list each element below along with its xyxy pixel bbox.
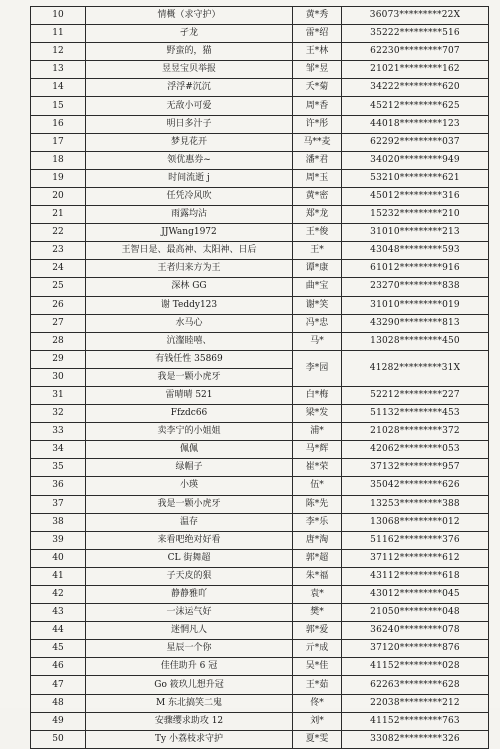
name-cell: 王*茹	[293, 676, 342, 694]
id-number-cell: 45212*********625	[342, 97, 489, 115]
nickname-cell: 星辰一个你	[86, 640, 293, 658]
id-number-cell: 31010*********019	[342, 296, 489, 314]
nickname-cell: 小瑛	[86, 477, 293, 495]
nickname-cell: 王智日是、最高神、太阳神、日后	[86, 242, 293, 260]
table-row	[31, 622, 489, 640]
id-number-cell: 34222*********620	[342, 79, 489, 97]
name-cell: 刘*	[293, 712, 342, 730]
row-number: 31	[31, 386, 86, 404]
row-number: 37	[31, 495, 86, 513]
nickname-cell: JJWang1972	[86, 224, 293, 242]
id-number-cell: 62292*********037	[342, 133, 489, 151]
name-cell: 冯*忠	[293, 314, 342, 332]
row-number: 16	[31, 115, 86, 133]
nickname-cell: 时间流逝 j	[86, 169, 293, 187]
name-cell: 潘*君	[293, 151, 342, 169]
nickname-cell: Ffzdc66	[86, 405, 293, 423]
row-number: 49	[31, 712, 86, 730]
row-number: 25	[31, 278, 86, 296]
table-row	[31, 531, 489, 549]
name-cell: 伍*	[293, 477, 342, 495]
id-number-cell: 41152*********763	[342, 712, 489, 730]
name-cell: 李*乐	[293, 513, 342, 531]
id-number-cell: 33082*********326	[342, 730, 489, 748]
row-number: 22	[31, 224, 86, 242]
nickname-cell: 一沫运气好	[86, 604, 293, 622]
nickname-cell: 雷晴晴 521	[86, 386, 293, 404]
nickname-cell: 来看吧绝对好看	[86, 531, 293, 549]
nickname-cell: 水马心	[86, 314, 293, 332]
name-cell: 黄*秀	[293, 7, 342, 25]
id-number-cell: 42062*********053	[342, 441, 489, 459]
id-number-cell: 37112*********612	[342, 549, 489, 567]
row-number: 48	[31, 694, 86, 712]
row-number: 35	[31, 459, 86, 477]
id-number-cell: 45012*********316	[342, 187, 489, 205]
row-number: 34	[31, 441, 86, 459]
table-row	[31, 477, 489, 495]
table-row	[31, 7, 489, 25]
id-number-cell: 21050*********048	[342, 604, 489, 622]
name-cell: 樊*	[293, 604, 342, 622]
row-number: 29	[31, 350, 86, 368]
row-number: 18	[31, 151, 86, 169]
nickname-cell: 有钱任性 35869	[86, 350, 293, 368]
id-number-cell: 37132*********957	[342, 459, 489, 477]
name-cell: 夭*菊	[293, 79, 342, 97]
table-row	[31, 43, 489, 61]
table-row	[31, 133, 489, 151]
name-cell: 亓*成	[293, 640, 342, 658]
row-number: 38	[31, 513, 86, 531]
id-number-cell: 51132*********453	[342, 405, 489, 423]
row-number: 43	[31, 604, 86, 622]
name-cell: 马*辉	[293, 441, 342, 459]
table-row	[31, 694, 489, 712]
nickname-cell: 孑龙	[86, 25, 293, 43]
id-number-cell: 21021*********162	[342, 61, 489, 79]
table-row	[31, 441, 489, 459]
id-number-cell: 35042*********626	[342, 477, 489, 495]
row-number: 10	[31, 7, 86, 25]
nickname-cell: 沆瀣睦嘻、	[86, 332, 293, 350]
table-row	[31, 169, 489, 187]
nickname-cell: 卖李宁的小姐姐	[86, 423, 293, 441]
nickname-cell: 佳佳助升 6 冠	[86, 658, 293, 676]
id-number-cell: 37120*********876	[342, 640, 489, 658]
nickname-cell: 我是一颗小虎牙	[86, 495, 293, 513]
nickname-cell: M 东北搞笑二鬼	[86, 694, 293, 712]
table-row	[31, 730, 489, 748]
name-cell: 白*梅	[293, 386, 342, 404]
row-number: 36	[31, 477, 86, 495]
name-cell: 浦*	[293, 423, 342, 441]
name-cell: 郭*爱	[293, 622, 342, 640]
nickname-cell: 明日多汁子	[86, 115, 293, 133]
name-cell: 曲*宝	[293, 278, 342, 296]
nickname-cell: 安骤缨求助攻 12	[86, 712, 293, 730]
row-number: 15	[31, 97, 86, 115]
id-number-cell: 51162*********376	[342, 531, 489, 549]
row-number: 20	[31, 187, 86, 205]
id-number-cell: 15232*********210	[342, 206, 489, 224]
row-number: 26	[31, 296, 86, 314]
nickname-cell: 昱昱宝贝举报	[86, 61, 293, 79]
row-number: 24	[31, 260, 86, 278]
row-number: 32	[31, 405, 86, 423]
nickname-cell: 我是一颗小虎牙	[86, 368, 293, 386]
row-number: 11	[31, 25, 86, 43]
id-number-cell: 43048*********593	[342, 242, 489, 260]
nickname-cell: Ty 小荔枝求守护	[86, 730, 293, 748]
nickname-cell: 佩佩	[86, 441, 293, 459]
id-number-cell: 31010*********213	[342, 224, 489, 242]
row-number: 45	[31, 640, 86, 658]
table-row	[31, 640, 489, 658]
table-row	[31, 314, 489, 332]
id-number-cell: 36240*********078	[342, 622, 489, 640]
name-cell: 王*俊	[293, 224, 342, 242]
table-row	[31, 206, 489, 224]
name-cell: 马**麦	[293, 133, 342, 151]
table-row	[31, 97, 489, 115]
row-number: 39	[31, 531, 86, 549]
name-cell: 马*	[293, 332, 342, 350]
nickname-cell: CL 街舞超	[86, 549, 293, 567]
id-number-cell: 22038*********212	[342, 694, 489, 712]
nickname-cell: 雨露均沾	[86, 206, 293, 224]
table-row	[31, 386, 489, 404]
table-row	[31, 586, 489, 604]
id-number-cell: 53210*********621	[342, 169, 489, 187]
table-row	[31, 242, 489, 260]
nickname-cell: 梦見花开	[86, 133, 293, 151]
roster-table	[30, 6, 489, 749]
name-cell: 雷*绍	[293, 25, 342, 43]
row-number: 33	[31, 423, 86, 441]
name-cell: 郑*龙	[293, 206, 342, 224]
name-cell: 王*	[293, 242, 342, 260]
name-cell: 夏*雯	[293, 730, 342, 748]
name-cell: 佟*	[293, 694, 342, 712]
name-cell: 黄*密	[293, 187, 342, 205]
id-number-cell: 52212*********227	[342, 386, 489, 404]
row-number: 19	[31, 169, 86, 187]
roster-body	[31, 7, 489, 749]
nickname-cell: 静静雅吖	[86, 586, 293, 604]
row-number: 17	[31, 133, 86, 151]
table-row	[31, 79, 489, 97]
table-row	[31, 405, 489, 423]
id-number-cell: 43290*********813	[342, 314, 489, 332]
row-number: 13	[31, 61, 86, 79]
name-cell: 谭*康	[293, 260, 342, 278]
table-row	[31, 423, 489, 441]
table-row	[31, 513, 489, 531]
table-row	[31, 115, 489, 133]
name-cell: 谢*笑	[293, 296, 342, 314]
id-number-cell: 36073*********22X	[342, 7, 489, 25]
table-row	[31, 350, 489, 368]
table-row	[31, 151, 489, 169]
name-cell: 许*彤	[293, 115, 342, 133]
table-row	[31, 459, 489, 477]
nickname-cell: 深林 GG	[86, 278, 293, 296]
row-number: 30	[31, 368, 86, 386]
table-row	[31, 260, 489, 278]
row-number: 14	[31, 79, 86, 97]
row-number: 23	[31, 242, 86, 260]
nickname-cell: 绿帽子	[86, 459, 293, 477]
id-number-cell: 21028*********372	[342, 423, 489, 441]
name-cell: 梁*发	[293, 405, 342, 423]
table-row	[31, 549, 489, 567]
name-cell: 周*玉	[293, 169, 342, 187]
id-number-cell: 44018*********123	[342, 115, 489, 133]
nickname-cell: 领优惠券~	[86, 151, 293, 169]
table-row	[31, 224, 489, 242]
table-row	[31, 676, 489, 694]
name-cell: 袁*	[293, 586, 342, 604]
nickname-cell: 浮浮#沉沉	[86, 79, 293, 97]
nickname-cell: 王者归来方为王	[86, 260, 293, 278]
row-number: 21	[31, 206, 86, 224]
nickname-cell: 温存	[86, 513, 293, 531]
name-cell: 李*园	[293, 350, 342, 386]
row-number: 44	[31, 622, 86, 640]
nickname-cell: 无敌小可爱	[86, 97, 293, 115]
nickname-cell: 情概（求守护）	[86, 7, 293, 25]
id-number-cell: 43012*********045	[342, 586, 489, 604]
name-cell: 崔*荣	[293, 459, 342, 477]
id-number-cell: 41152*********028	[342, 658, 489, 676]
id-number-cell: 13068*********012	[342, 513, 489, 531]
id-number-cell: 35222*********516	[342, 25, 489, 43]
id-number-cell: 34020*********949	[342, 151, 489, 169]
row-number: 47	[31, 676, 86, 694]
nickname-cell: 任凭冷风吹	[86, 187, 293, 205]
nickname-cell: 谢 Teddy123	[86, 296, 293, 314]
nickname-cell: 野蛮的，猫	[86, 43, 293, 61]
nickname-cell: 迷惘凡人	[86, 622, 293, 640]
id-number-cell: 41282*********31X	[342, 350, 489, 386]
table-row	[31, 332, 489, 350]
table-row	[31, 495, 489, 513]
name-cell: 吴*佳	[293, 658, 342, 676]
id-number-cell: 62230*********707	[342, 43, 489, 61]
table-row	[31, 712, 489, 730]
row-number: 50	[31, 730, 86, 748]
table-row	[31, 187, 489, 205]
table-row	[31, 61, 489, 79]
name-cell: 邹*昱	[293, 61, 342, 79]
table-row	[31, 25, 489, 43]
row-number: 42	[31, 586, 86, 604]
name-cell: 周*香	[293, 97, 342, 115]
name-cell: 郭*超	[293, 549, 342, 567]
row-number: 28	[31, 332, 86, 350]
id-number-cell: 61012*********916	[342, 260, 489, 278]
id-number-cell: 13028*********450	[342, 332, 489, 350]
table-row	[31, 658, 489, 676]
table-row	[31, 296, 489, 314]
name-cell: 王*林	[293, 43, 342, 61]
name-cell: 朱*福	[293, 567, 342, 585]
table-row	[31, 567, 489, 585]
name-cell: 唐*淘	[293, 531, 342, 549]
id-number-cell: 43112*********618	[342, 567, 489, 585]
row-number: 40	[31, 549, 86, 567]
table-row	[31, 604, 489, 622]
nickname-cell: Go 筱玖儿想升冠	[86, 676, 293, 694]
row-number: 27	[31, 314, 86, 332]
row-number: 46	[31, 658, 86, 676]
id-number-cell: 23270*********838	[342, 278, 489, 296]
row-number: 12	[31, 43, 86, 61]
row-number: 41	[31, 567, 86, 585]
id-number-cell: 13253*********388	[342, 495, 489, 513]
id-number-cell: 62263*********628	[342, 676, 489, 694]
name-cell: 陈*先	[293, 495, 342, 513]
table-row	[31, 278, 489, 296]
nickname-cell: 子天皮的狠	[86, 567, 293, 585]
